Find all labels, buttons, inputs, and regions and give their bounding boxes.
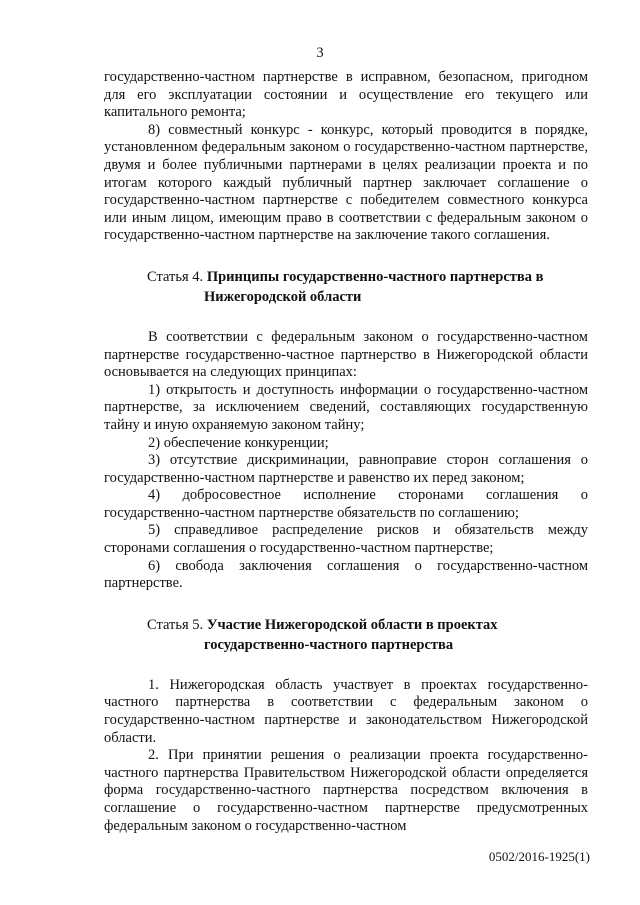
article-4-intro: В соответствии с федеральным законом о государственно-частном партнерстве государственно-частное партнерство в Нижегородской области основывается на следующих принципах: bbox=[104, 328, 588, 381]
article-4-item: 2) обеспечение конкуренции; bbox=[148, 434, 329, 451]
paragraph-continuation: государственно-частном партнерстве в исправном, безопасном, пригодном для его эксплуатации состоянии и осуществление его текущего или капитального ремонта; bbox=[104, 69, 588, 121]
article-4-title-line2: Нижегородской области bbox=[204, 288, 362, 305]
article-4-label: Статья 4. bbox=[147, 268, 204, 285]
article-5-item: 1. Нижегородская область участвует в проектах государственно-частного партнерства в соответствии с федеральным законом о государственно-частном партнерстве и законодательством Нижегородской области. bbox=[104, 676, 588, 746]
page-number: 3 bbox=[316, 45, 324, 61]
article-5-title-line2: государственно-частного партнерства bbox=[204, 636, 454, 653]
article-4-item: 3) отсутствие дискриминации, равноправие сторон соглашения о государственно-частном партнерстве и равенство их перед законом; bbox=[104, 452, 588, 486]
article-4-title-line1: Принципы государственно-частного партнерства в bbox=[206, 268, 544, 285]
article-4-heading bbox=[104, 267, 588, 307]
article-4-item: 6) свобода заключения соглашения о государственно-частном партнерстве. bbox=[104, 557, 588, 592]
article-5-label: Статья 5. bbox=[147, 616, 204, 633]
article-4-item: 1) открытость и доступность информации о государственно-частном партнерстве, за исключением сведений, составляющих государственную тайну и иную охраняемую законом тайну; bbox=[104, 381, 588, 433]
paragraph-joint-contest: 8) совместный конкурс - конкурс, который проводится в порядке, установленном федеральным законом о государственно-частном партнерстве, двумя и более публичными партнерами в целях реализации проекта и по итогам которого каждый публичный партнер заключает соглашение о государственно-частном партнерстве с победителем совместного конкурса или иным лицом, имеющим право в соответствии с федеральным законом о государственно-частном партнерстве на заключение такого соглашения. bbox=[104, 121, 588, 244]
document-code: 0502/2016-1925(1) bbox=[488, 849, 590, 864]
article-4-item: 5) справедливое распределение рисков и обязательств между сторонами соглашения о государственно-частном партнерстве; bbox=[104, 522, 588, 557]
document-body bbox=[104, 69, 588, 835]
article-5-heading bbox=[104, 615, 588, 655]
article-4-item: 4) добросовестное исполнение сторонами соглашения о государственно-частном партнерстве обязательств по соглашению; bbox=[104, 487, 588, 521]
article-5-item: 2. При принятии решения о реализации проекта государственно-частного партнерства Правительством Нижегородской области определяется форма государственно-частного партнерства посредством включения в соглашение о государственно-частном партнерстве предусмотренных федеральным законом о государственно-частном bbox=[104, 747, 588, 834]
article-5-title-line1: Участие Нижегородской области в проектах bbox=[206, 616, 498, 633]
